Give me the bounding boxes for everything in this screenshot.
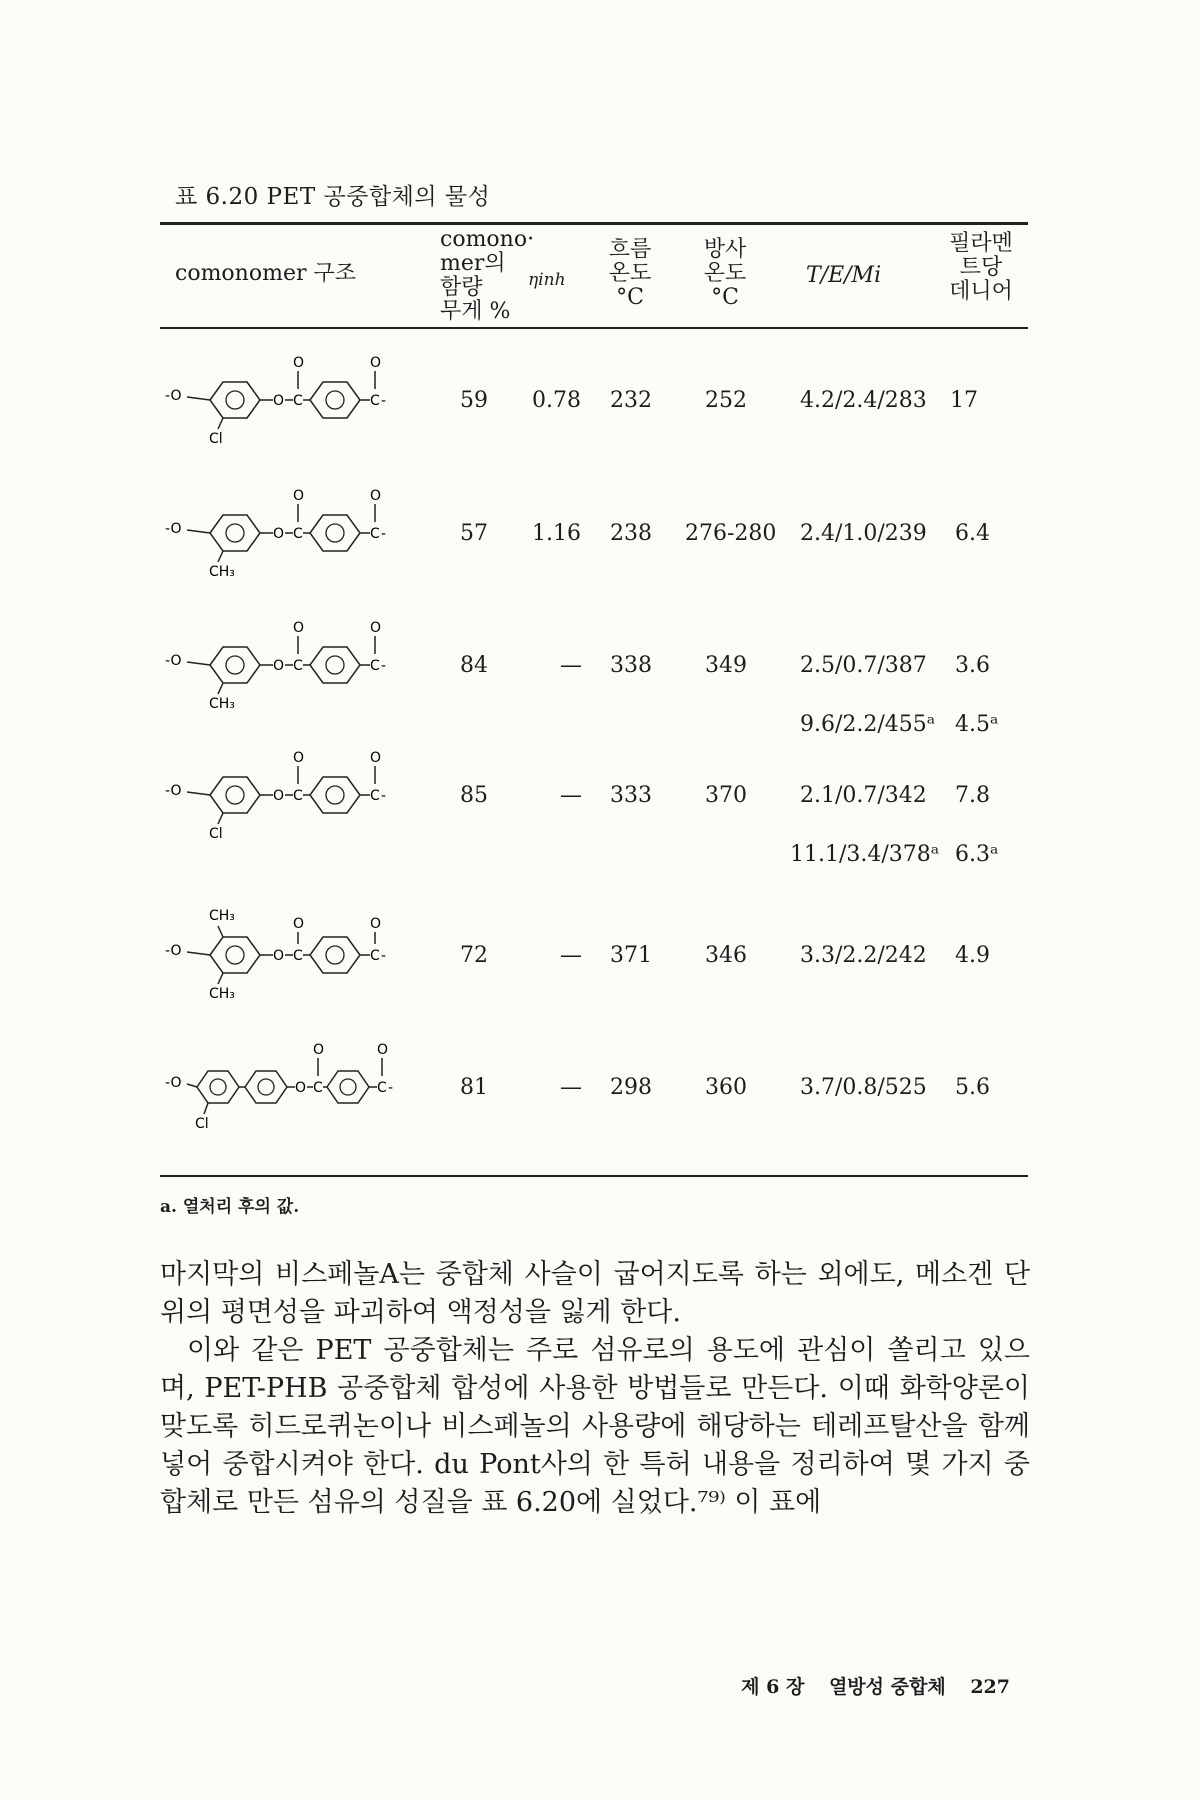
svg-text:CH₃: CH₃ (209, 908, 235, 924)
svg-text:C: C (313, 1080, 323, 1096)
svg-text:-: - (388, 1080, 394, 1096)
row-4-denier-annealed: 6.3ᵃ (955, 842, 999, 867)
header-denier: 필라멘 트당 데니어 (949, 231, 1013, 304)
svg-text:C: C (370, 788, 380, 804)
svg-text:C: C (293, 393, 303, 409)
comonomer-structure-1 (165, 345, 425, 455)
paragraph-2: 이와 같은 PET 공중합체는 주로 섬유로의 용도에 관심이 쏠리고 있으며, PET-PHB 공중합체 합성에 사용한 방법들로 만든다. 이때 화학양론이 맞도록 히드로퀴논이나 비스페놀의 사용량에 해당하는 테레프탈산을 함께 넣어 중합시켜야 한다. du Pont사의 한 특허 내용을 정리하여 몇 가지 중합체로 만든 섬유의 성질을 표 6.20에 실었다.⁷⁹⁾ 이 표에 (160, 1335, 1030, 1518)
row-2-flow: 238 (610, 521, 652, 546)
row-4-denier: 7.8 (955, 783, 990, 808)
svg-text:O: O (377, 1042, 389, 1058)
footer-title: 열방성 중합체 (828, 1676, 946, 1698)
svg-text:O: O (273, 948, 285, 964)
svg-text:-O: -O (165, 783, 182, 799)
comonomer-structure-2 (165, 478, 425, 588)
svg-text:O: O (293, 355, 305, 371)
comonomer-structure-3 (165, 610, 425, 720)
svg-text:-O: -O (165, 653, 182, 669)
page-footer (723, 1672, 1010, 1699)
svg-text:O: O (293, 750, 305, 766)
svg-text:C: C (370, 658, 380, 674)
header-eta: ηinh (528, 270, 566, 290)
row-6-spin: 360 (705, 1075, 747, 1100)
row-6-content: 81 (460, 1075, 488, 1100)
svg-text:C: C (370, 393, 380, 409)
svg-text:-O: -O (165, 388, 182, 404)
row-3-flow: 338 (610, 653, 652, 678)
svg-text:O: O (273, 393, 285, 409)
row-6-flow: 298 (610, 1075, 652, 1100)
svg-text:C: C (370, 948, 380, 964)
svg-text:O: O (370, 750, 382, 766)
table-bottom-rule (160, 1175, 1028, 1177)
row-2-content: 57 (460, 521, 488, 546)
row-5-denier: 4.9 (955, 943, 990, 968)
row-2-spin: 276-280 (685, 521, 777, 546)
svg-text:O: O (370, 488, 382, 504)
svg-text:-: - (381, 393, 387, 409)
svg-text:O: O (370, 620, 382, 636)
svg-text:Cl: Cl (195, 1116, 209, 1132)
svg-text:CH₃: CH₃ (209, 986, 235, 1002)
row-4-spin: 370 (705, 783, 747, 808)
svg-text:C: C (377, 1080, 387, 1096)
svg-text:C: C (293, 658, 303, 674)
comonomer-structure-4 (165, 740, 425, 850)
svg-text:O: O (273, 658, 285, 674)
footer-chapter: 제 6 장 (741, 1676, 805, 1698)
svg-text:O: O (293, 620, 305, 636)
row-1-eta: 0.78 (532, 388, 581, 413)
row-6-eta: — (560, 1075, 582, 1100)
row-4-tem: 2.1/0.7/342 (800, 783, 927, 808)
row-5-content: 72 (460, 943, 488, 968)
row-3-tem: 2.5/0.7/387 (800, 653, 927, 678)
comonomer-structure-6 (165, 1032, 425, 1142)
body-text (160, 1256, 1030, 1522)
row-3-denier: 3.6 (955, 653, 990, 678)
row-1-denier: 17 (950, 388, 978, 413)
row-5-spin: 346 (705, 943, 747, 968)
row-4-tem-annealed: 11.1/3.4/378ᵃ (790, 842, 940, 867)
row-3-tem-annealed: 9.6/2.2/455ᵃ (800, 712, 936, 737)
svg-text:-: - (381, 948, 387, 964)
svg-text:-O: -O (165, 943, 182, 959)
svg-text:C: C (293, 526, 303, 542)
svg-text:-: - (381, 788, 387, 804)
svg-text:O: O (293, 488, 305, 504)
row-5-flow: 371 (610, 943, 652, 968)
table-header-rule (160, 327, 1028, 329)
svg-text:O: O (273, 788, 285, 804)
svg-text:O: O (273, 526, 285, 542)
header-flow-temp: 흐름 온도 °C (608, 237, 652, 310)
table-footnote: a. 열처리 후의 값. (160, 1197, 300, 1217)
row-3-content: 84 (460, 653, 488, 678)
row-2-tem: 2.4/1.0/239 (800, 521, 927, 546)
row-5-eta: — (560, 943, 582, 968)
row-6-tem: 3.7/0.8/525 (800, 1075, 927, 1100)
svg-text:CH₃: CH₃ (209, 696, 235, 712)
svg-text:-O: -O (165, 1075, 182, 1091)
header-tem: T/E/Mi (806, 263, 882, 288)
header-structure: comonomer 구조 (175, 261, 356, 286)
svg-text:CH₃: CH₃ (209, 564, 235, 580)
svg-text:O: O (370, 916, 382, 932)
page-number: 227 (970, 1676, 1010, 1698)
svg-text:C: C (293, 788, 303, 804)
row-1-tem: 4.2/2.4/283 (800, 388, 927, 413)
row-3-spin: 349 (705, 653, 747, 678)
row-4-content: 85 (460, 783, 488, 808)
row-3-eta: — (560, 653, 582, 678)
row-4-eta: — (560, 783, 582, 808)
svg-text:O: O (313, 1042, 325, 1058)
row-1-flow: 232 (610, 388, 652, 413)
row-2-denier: 6.4 (955, 521, 990, 546)
row-1-spin: 252 (705, 388, 747, 413)
header-spin-temp: 방사 온도 °C (703, 237, 747, 310)
svg-text:O: O (370, 355, 382, 371)
svg-text:C: C (370, 526, 380, 542)
table-caption: 표 6.20 PET 공중합체의 물성 (175, 184, 491, 210)
row-4-flow: 333 (610, 783, 652, 808)
svg-text:-: - (381, 658, 387, 674)
header-content: comono· mer의 함량 무게 % (440, 227, 535, 324)
row-1-content: 59 (460, 388, 488, 413)
svg-text:-: - (381, 526, 387, 542)
row-6-denier: 5.6 (955, 1075, 990, 1100)
svg-text:O: O (293, 916, 305, 932)
row-3-denier-annealed: 4.5ᵃ (955, 712, 999, 737)
svg-text:C: C (293, 948, 303, 964)
row-5-tem: 3.3/2.2/242 (800, 943, 927, 968)
paragraph-1: 마지막의 비스페놀A는 중합체 사슬이 굽어지도록 하는 외에도, 메소겐 단위의 평면성을 파괴하여 액정성을 잃게 한다. (160, 1259, 1030, 1328)
svg-text:-O: -O (165, 521, 182, 537)
table-top-rule (160, 222, 1028, 225)
row-2-eta: 1.16 (532, 521, 581, 546)
svg-text:Cl: Cl (209, 431, 223, 447)
svg-text:O: O (295, 1080, 307, 1096)
svg-text:Cl: Cl (209, 826, 223, 842)
comonomer-structure-5 (165, 900, 425, 1010)
